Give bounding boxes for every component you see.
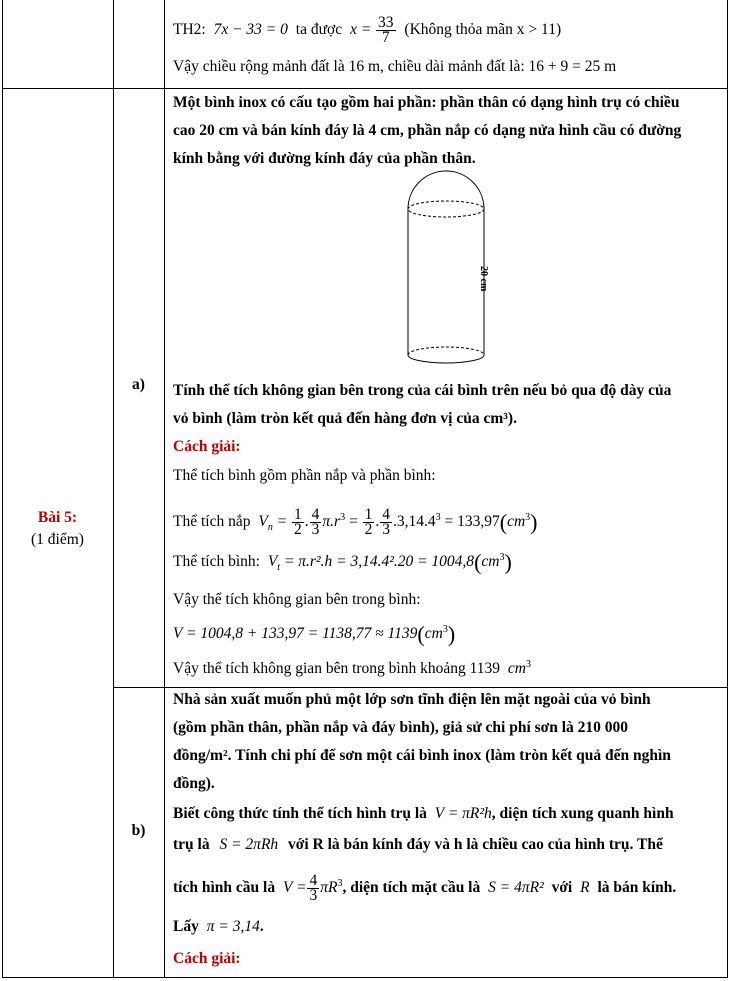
part-a-question-1: Tính thể tích không gian bên trong của cái bình trên nếu bỏ qua độ dày của [173, 382, 672, 399]
part-b-formula-2: trụ là S = 2πRh với R là bán kính đáy và h là chiều cao của hình trụ. Thể [173, 836, 663, 853]
table-border-bottom [2, 977, 728, 978]
top-ellipse [408, 201, 484, 217]
height-label: 20 cm [478, 266, 489, 292]
part-b-label: b) [131, 822, 146, 839]
table-border-left [2, 0, 3, 978]
part-a-line-5: $V = 1004,8 + 133,97 = 1138,77 \approx 1139(cm^3)$ [173, 621, 456, 647]
part-b-intro-2: (gồm phần thân, phần nắp và đáy bình), giả sử chi phí sơn là 210 000 [173, 719, 629, 736]
bai5-label: Bài 5: (1 điểm) [31, 509, 84, 548]
fraction-33-7: $\frac{33}{7}$ [378, 14, 394, 46]
table-divider-2 [164, 0, 165, 978]
part-a-intro-1: Một bình inox có cấu tạo gồm hai phần: phần thân có dạng hình trụ có chiều [173, 94, 680, 111]
part-a-solution-heading: Cách giải: [173, 438, 241, 455]
part-a-line-2: Thể tích nắp $V_n$ = $\frac{1}{2}$ . $\frac{4}{3}$ $\pi.r^3$ = $\frac{1}{2}$ . $\frac{4}{3}$ $.3,14.4^3 = 133,97(cm^3)$ [173, 506, 538, 538]
part-a-question-2: vỏ bình (làm tròn kết quả đến hàng đơn vị của cm³). [173, 410, 517, 427]
bottom-ellipse-front [408, 355, 484, 363]
part-b-intro-4: đồng). [173, 775, 215, 792]
part-b-formula-3: tích hình cầu là V = $\frac{4}{3}$ $\pi R^3$, diện tích mặt cầu là S = 4πR² với R là bán kính. [173, 872, 677, 904]
part-b-pi: Lấy π = 3,14. [173, 918, 264, 935]
table-border-right [727, 0, 728, 978]
part-a-label: a) [132, 376, 145, 393]
part-a-line-3: Thể tích bình: $V_t = \pi.r^2.h = 3,14.4^2.20 = 1004,8(cm^3)$ [173, 549, 512, 575]
top-conclusion: Vậy chiều rộng mảnh đất là 16 m, chiều dài mảnh đất là: 16 + 9 = 25 m [173, 58, 617, 75]
part-b-intro-3: đồng/m². Tính chi phí để sơn một cái bình inox (làm tròn kết quả đến nghìn [173, 747, 671, 764]
part-b-intro-1: Nhà sản xuất muốn phủ một lớp sơn tĩnh điện lên mặt ngoài của vỏ bình [173, 691, 651, 708]
bottom-ellipse-back [408, 347, 484, 355]
row-divider-top [2, 88, 728, 89]
part-b-solution-heading: Cách giải: [173, 950, 241, 967]
part-a-intro-3: kính bằng với đường kính đáy của phần thân. [173, 150, 476, 167]
part-a-line-6: Vậy thể tích không gian bên trong bình khoảng 1139 $cm^3$ [173, 658, 531, 677]
part-a-line-4: Vậy thể tích không gian bên trong bình: [173, 591, 421, 608]
th2-line: TH2: 7x − 33 = 0 ta được x = $\frac{33}{7}$ (Không thỏa mãn x > 11) [173, 14, 562, 46]
part-a-line-1: Thể tích bình gồm phần nắp và phần bình: [173, 467, 436, 484]
part-b-formula-1: Biết công thức tính thể tích hình trụ là V = πR²h, diện tích xung quanh hình [173, 805, 674, 822]
part-a-intro-2: cao 20 cm và bán kính đáy là 4 cm, phần nắp có dạng nửa hình cầu có đường [173, 122, 682, 139]
row-divider-ab [113, 687, 728, 688]
cylinder-figure [396, 170, 496, 370]
